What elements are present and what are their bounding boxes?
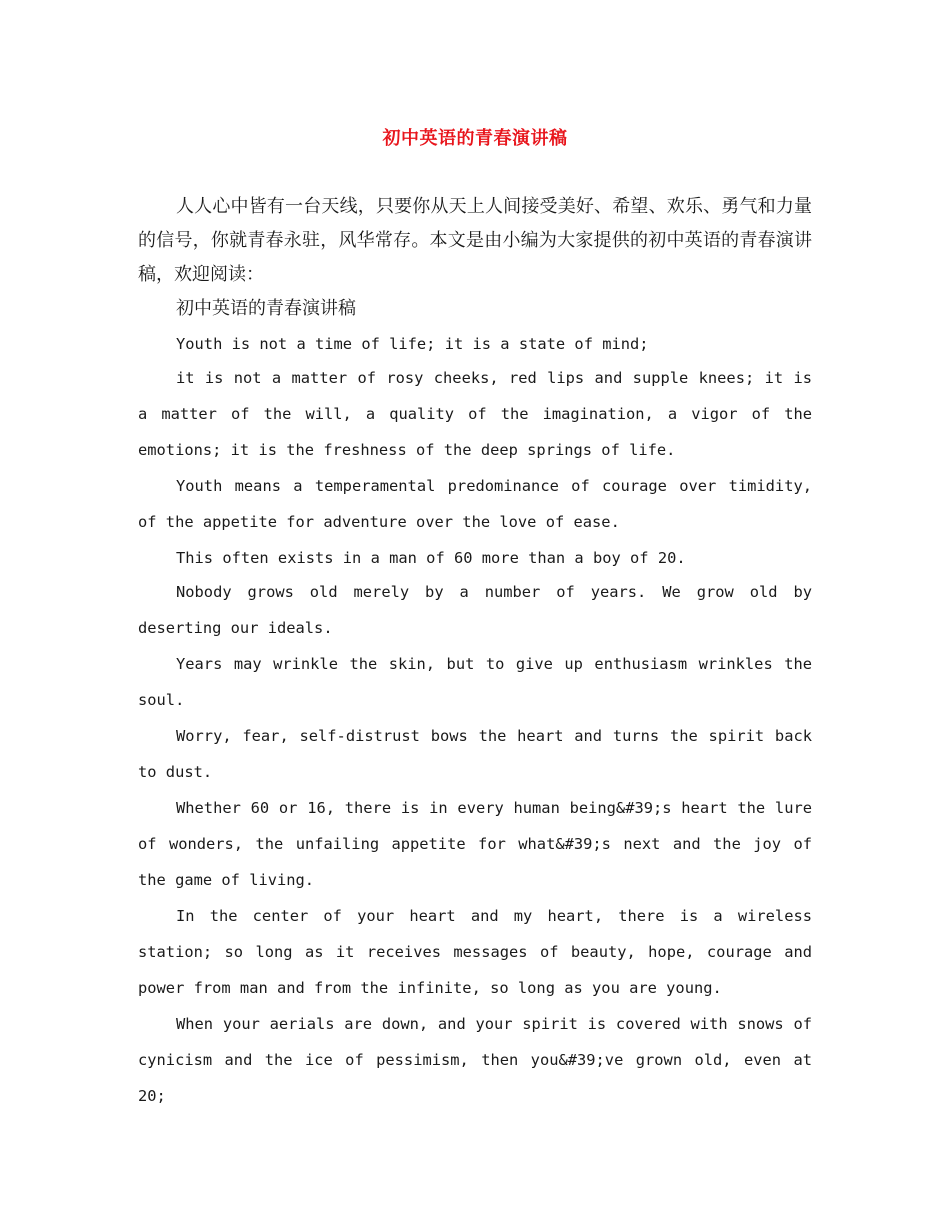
paragraph-7: Worry, fear, self-distrust bows the heart and turns the spirit back to dust.	[138, 727, 812, 781]
paragraph-5: Nobody grows old merely by a number of years. We grow old by deserting our ideals.	[138, 583, 812, 637]
speech-subtitle: 初中英语的青春演讲稿	[176, 298, 356, 319]
paragraph-1: Youth is not a time of life; it is a state of mind;	[176, 335, 649, 353]
paragraph-9: In the center of your heart and my heart, there is a wireless station; so long as it receives messages of beauty, hope, courage and power from man and from the infinite, so long as you are young.	[138, 907, 812, 997]
paragraph-4: This often exists in a man of 60 more than a boy of 20.	[176, 549, 686, 567]
paragraph-10: When your aerials are down, and your spirit is covered with snows of cynicism and the ice of pessimism, then you&#39;ve grown old, even at 20;	[138, 1015, 812, 1105]
document-body	[138, 190, 812, 1114]
paragraph-2: it is not a matter of rosy cheeks, red lips and supple knees; it is a matter of the will, a quality of the imagination, a vigor of the emotions; it is the freshness of the deep springs of life.	[138, 369, 812, 459]
intro-paragraph: 人人心中皆有一台天线，只要你从天上人间接受美好、希望、欢乐、勇气和力量的信号，你就青春永驻，风华常存。本文是由小编为大家提供的初中英语的青春演讲稿，欢迎阅读：	[138, 196, 812, 285]
document-title: 初中英语的青春演讲稿	[382, 128, 568, 149]
paragraph-8: Whether 60 or 16, there is in every human being&#39;s heart the lure of wonders, the unfailing appetite for what&#39;s next and the joy of the game of living.	[138, 799, 812, 889]
paragraph-6: Years may wrinkle the skin, but to give up enthusiasm wrinkles the soul.	[138, 655, 812, 709]
paragraph-3: Youth means a temperamental predominance of courage over timidity, of the appetite for adventure over the love of ease.	[138, 477, 812, 531]
